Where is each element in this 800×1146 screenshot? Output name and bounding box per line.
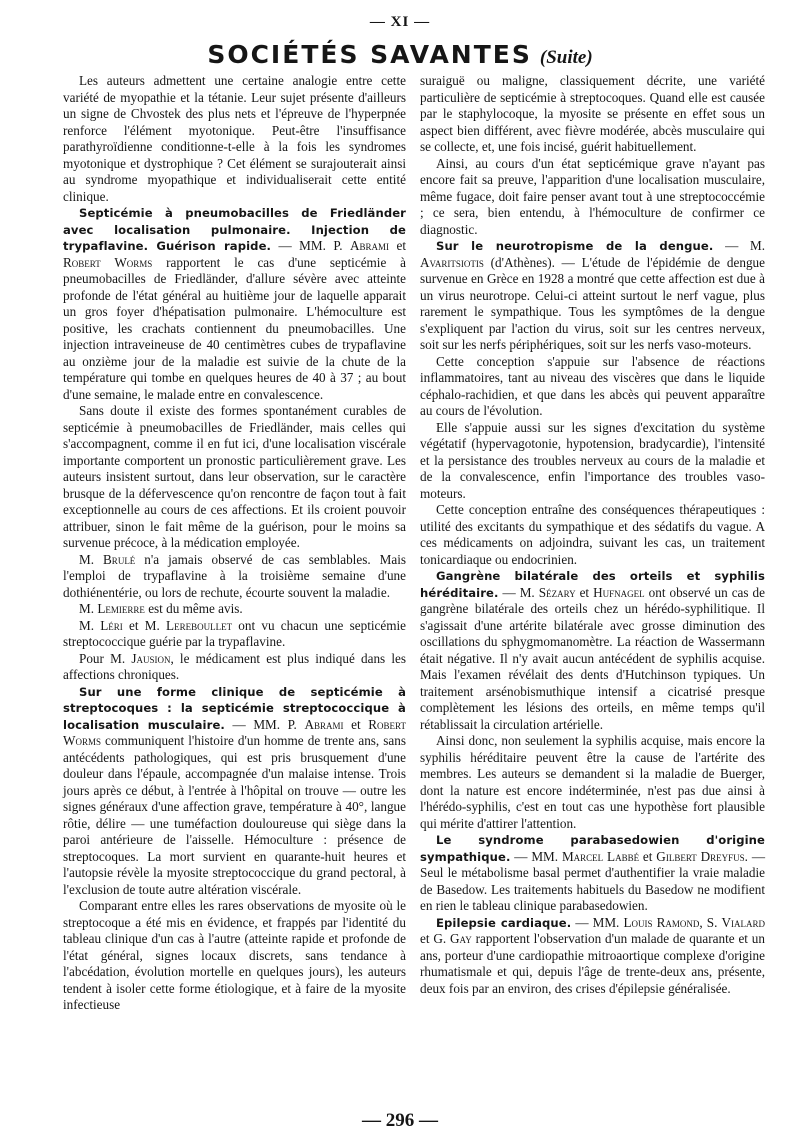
- section-heading: Le syndrome parabasedowien d'origine sympathique.: [420, 833, 765, 864]
- author-name: Vialard: [721, 914, 766, 930]
- section-heading: Sur le neurotropisme de la dengue.: [436, 239, 714, 253]
- author-name: Avaritsiotis: [420, 254, 484, 270]
- title-suffix: (Suite): [539, 47, 593, 68]
- discussion-paragraph: M. Lemierre est du même avis.: [79, 601, 243, 616]
- author-name: Robert Worms: [63, 716, 406, 748]
- author-name: Abrami: [304, 716, 344, 732]
- paragraph: suraiguë ou maligne, classiquement décrite, une variété particulière de septicémie à streptocoques. Quand elle est causée par le staphylocoque, la myosite se présente en effet sous un aspect bien différent, avec fièvre modérée, abcès musculaire qui se collecte, et, une fois incisé, guérit habituellement.: [420, 73, 765, 154]
- report-syndrome-parabasedowien: Le syndrome parabasedowien d'origine sympathique. — MM. Marcel Labbé et Gilbert Dreyfus. — Seul le métabolisme basal permet d'authentifier la vraie maladie de Basedow. Les traitements habituels du Basedow ne modifient en rien le tableau clinique parabasedowien.: [420, 833, 766, 913]
- section-heading: Septicémie à pneumobacilles de Friedländer avec localisation pulmonaire. Injection de trypaflavine. Guérison rapide.: [63, 206, 406, 253]
- author-name: Marcel Labbé: [561, 848, 640, 864]
- section-heading: Sur une forme clinique de septicémie à streptocoques : la septicémie streptococcique à localisation musculaire.: [63, 684, 406, 732]
- paragraph: Cette conception s'appuie sur l'absence de réactions inflammatoires, tant au niveau des viscères que dans le liquide céphalo-rachidien, et que dans les abcès qui peuvent apparaître au cours de l'évolution.: [420, 353, 765, 418]
- paragraph: Sans doute il existe des formes spontanément curables de septicémie à pneumobacilles de Friedländer, mais celles qui s'accompagnent, comme il en fut ici, d'une localisation viscérale importante comportent un pronostic particulièrement grave. Les auteurs insistent surtout, dans leur observation, sur le caractère brusque de la défervescence qu'on rencontre de façon tout à fait exceptionnelle au cours de ces affections. Et ils croient pouvoir attribuer, sinon le fait même de la guérison, pour le moins sa survenue précoce, à la médication employée.: [63, 403, 406, 550]
- author-name: Hufnagel: [593, 584, 645, 600]
- report-septicemie-streptococcique: Sur une forme clinique de septicémie à streptocoques : la septicémie streptococcique à localisation musculaire. — MM. P. Abrami et Robert Worms communiquent l'histoire d'un homme de trente ans, sans antécédents pathologiques, qui est pris brusquement d'une douleur dans l'épaule, accompagnée d'un malaise intense. Trois jours après ce début, à l'entrée à l'hôpital on trouve — outre les signes généraux d'une affection grave, température à 40°, langue rôtie, délire — une tuméfaction douloureuse qui siège dans la paroi antérieure de l'aisselle. Hémoculture : présence de streptocoques. La mort survient en quarante-huit heures et l'autopsie révèle la myosite streptococcique du grand pectoral, à l'exclusion de toute autre altération viscérale.: [63, 684, 406, 897]
- discussion-paragraph: M. Brulé n'a jamais observé de cas semblables. Mais l'emploi de trypaflavine à la troisième semaine d'une dothiénentérie, ou lors de rechute, écourte souvent la maladie.: [63, 551, 406, 600]
- author-name: Léri: [100, 617, 123, 633]
- paragraph: Elle s'appuie aussi sur les signes d'excitation du système végétatif (hypervagotonie, hypotension, bradycardie), l'intensité et la persistance des troubles nerveux au cours de la maladie et de la convalescence, enfin l'importance des troubles vaso-moteurs.: [420, 419, 765, 501]
- page-number: — 296 —: [362, 1110, 438, 1131]
- title-main: SOCIÉTÉS SAVANTES: [207, 40, 532, 69]
- paragraph: Cette conception entraîne des conséquences thérapeutiques : utilité des excitants du sympathique et des sédatifs du vague. A ces médicaments on adjoindra, suivant les cas, un traitement tonicardiaque ou endocrinien.: [420, 502, 765, 567]
- author-name: Gay: [450, 931, 472, 946]
- author-name: Jausion: [131, 650, 171, 666]
- section-heading: Gangrène bilatérale des orteils et syphilis héréditaire.: [420, 569, 765, 600]
- author-name: Lemierre: [97, 601, 145, 616]
- author-name: Robert Worms: [63, 254, 153, 270]
- author-name: Sézary: [538, 584, 576, 600]
- author-name: Louis Ramond: [623, 914, 700, 930]
- section-heading: Epilepsie cardiaque.: [436, 915, 572, 930]
- left-column: [63, 73, 406, 1014]
- report-gangrene-orteils: Gangrène bilatérale des orteils et syphilis héréditaire. — M. Sézary et Hufnagel ont observé un cas de gangrène bilatérale des orteils chez un hérédo-syphilitique. Il s'agissait d'une artérite bilatérale avec grosse diminution des oscillations du sphygmomanomètre. La réaction de Wassermann était négative. Il n'y avait aucun antécédent de syphilis acquise. Mais l'examen révélait des dents d'Hutchinson typiques. Un traitement arsénobismuthique intensif a cicatrisé presque complètement les lésions des orteils, en même temps qu'il rétablissait la circulation artérielle.: [420, 569, 765, 732]
- author-name: Abrami: [350, 238, 390, 253]
- page-title: [0, 40, 800, 69]
- author-name: Lereboullet: [166, 617, 233, 633]
- author-name: Brulé: [103, 551, 136, 567]
- paragraph: Les auteurs admettent une certaine analogie entre cette variété de myopathie et la tétanie. Leur sujet présente d'ailleurs un signe de Chvostek des plus nets et l'épreuve de l'hyperpnée renforce l'élément myotonique. Peut-être l'insuffisance parathyroïdienne conditionne-t-elle à la fois les syndromes myotonique et dystrophique ? Cet élément se surajouterait ainsi au syndrome myopathique et individualiserait cette entité clinique.: [63, 73, 406, 204]
- section-folio: — XI —: [369, 14, 431, 30]
- paragraph: Comparant entre elles les rares observations de myosite où le streptocoque a été mis en évidence, et frappés par l'identité du tableau clinique d'un cas à l'autre (atteinte rapide et profonde de l'état général, signes locaux discrets, sans tendance à l'abcédation, évolution mortelle en quelques jours), les auteurs tendent à isoler cette forme étiologique, et à faire de la myosite infectieuse: [63, 898, 406, 1012]
- paragraph: Ainsi, au cours d'un état septicémique grave n'ayant pas encore fait sa preuve, l'apparition d'une localisation musculaire, même fugace, doit faire penser avant tout à une streptococcémie ; ce sera, bien entendu, à l'hémoculture de confirmer ce diagnostic.: [420, 155, 765, 237]
- report-septicemie-friedlander: Septicémie à pneumobacilles de Friedländer avec localisation pulmonaire. Injection de trypaflavine. Guérison rapide. — MM. P. Abrami et Robert Worms rapportent le cas d'une septicémie à pneumobacilles de Friedländer, d'allure sévère avec atteinte profonde de l'état général au huitième jour de laquelle apparait un gros foyer d'hépatisation pulmonaire. L'hémoculture est positive, les crachats contiennent du pneumobacilles. Une injection intraveineuse de 40 centimètres cubes de trypaflavine au onzième jour de la maladie est suivie de la chute de la température qui tombe en quelques heures de 40 à 37 ; au bout d'une semaine, le malade entre en convalescence.: [63, 206, 407, 402]
- paragraph: Ainsi donc, non seulement la syphilis acquise, mais encore la syphilis héréditaire peuvent être la cause de l'artérite des membres. Les auteurs se demandent si la maladie de Buerger, dont la nature est encore indéterminée, n'est pas due ainsi à l'hérédo-syphilis, c'est en tout cas une hypothèse fort plausible qui mérite d'attirer l'attention.: [420, 733, 765, 831]
- author-name: Gilbert Dreyfus: [656, 848, 745, 864]
- report-neurotropisme-dengue: Sur le neurotropisme de la dengue. — M. Avaritsiotis (d'Athènes). — L'étude de l'épidémie de dengue survenue en Grèce en 1928 a montré que cette affection est due à un virus neurotrope. Celui-ci atteint surtout le nerf vague, plus rarement le sympathique. Tous les symptômes de la dengue s'expliquent par l'action du virus, soit sur les centres nerveux, soit sur les nerfs périphériques, soit sur les nerfs vaso-moteurs.: [420, 238, 765, 352]
- discussion-paragraph: M. Léri et M. Lereboullet ont vu chacun une septicémie streptococcique guérie par la trypaflavine.: [63, 617, 406, 649]
- discussion-paragraph: Pour M. Jausion, le médicament est plus indiqué dans les affections chroniques.: [63, 650, 406, 682]
- report-epilepsie-cardiaque: Epilepsie cardiaque. — MM. Louis Ramond, S. Vialard et G. Gay rapportent l'observation d'un malade de quarante et un ans, porteur d'une cardiopathie mitroaortique complexe d'origine rhumatismale et qui, depuis l'âge de trente-deux ans, présente, deux fois par an environ, des crises d'épilepsie généralisée.: [420, 914, 766, 996]
- right-column: [420, 73, 765, 997]
